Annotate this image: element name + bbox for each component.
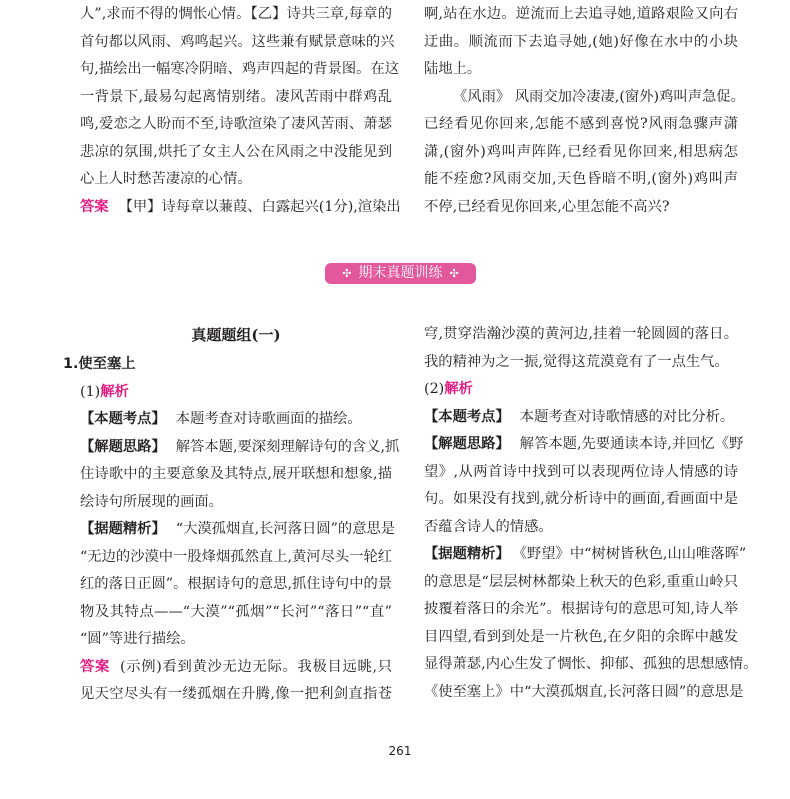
section-label: 【解题思路】 bbox=[424, 436, 510, 452]
line-text: 能不痊愈?风雨交加,天色昏暗不明,(窗外)鸡叫声 bbox=[424, 171, 738, 187]
top-right-column bbox=[424, 1, 745, 221]
line-text: 解答本题,先要通读本诗,并回忆《野 bbox=[519, 436, 744, 452]
line-text: 【甲】诗每章以蒹葭、白露起兴(1分),渲染出 bbox=[118, 198, 401, 215]
paragraph bbox=[424, 321, 738, 376]
line-text: 否蕴含诗人的情感。 bbox=[424, 518, 553, 535]
line-text: 本题考查对诗歌画面的描绘。 bbox=[175, 411, 362, 427]
text-line bbox=[80, 489, 392, 517]
line-text: 红的落日正圆”。根据诗句的意思,抓住诗句中的景 bbox=[80, 576, 393, 592]
question-number: 1. bbox=[63, 356, 79, 372]
sub-question-number: (1) bbox=[80, 383, 101, 400]
text-line bbox=[424, 111, 738, 139]
paragraph bbox=[80, 1, 400, 194]
text-line bbox=[80, 544, 392, 572]
text-line bbox=[424, 166, 738, 194]
section-label: 【本题考点】 bbox=[80, 411, 166, 427]
text-line bbox=[80, 461, 392, 489]
line-text: 目四望,看到到处是一片秋色,在夕阳的余晖中越发 bbox=[424, 628, 738, 645]
text-line bbox=[80, 516, 396, 544]
paragraph bbox=[80, 516, 396, 654]
section-label: 【据题精析】 bbox=[80, 521, 166, 537]
paragraph bbox=[80, 379, 392, 407]
text-line bbox=[80, 571, 392, 599]
line-text: 使至塞上 bbox=[78, 356, 136, 372]
line-text: 绘诗句所展现的画面。 bbox=[80, 493, 223, 510]
text-line bbox=[424, 431, 744, 459]
line-text: 啊,站在水边。逆流而上去追寻她,道路艰险又向右 bbox=[424, 6, 738, 22]
line-text: 物及其特点——“大漠”“孤烟”“长河”“落日”“直” bbox=[80, 603, 392, 620]
line-text: 见天空尽头有一缕孤烟在升腾,像一把利剑直指苍 bbox=[80, 686, 392, 702]
paragraph bbox=[80, 654, 392, 709]
line-text: 一背景下,最易勾起离情别绪。凄风苦雨中群鸡乱 bbox=[80, 88, 392, 105]
sparkle-icon: ✣ bbox=[342, 267, 352, 280]
line-text: 心上人时愁苦凄凉的心情。 bbox=[80, 171, 252, 187]
text-line bbox=[424, 139, 738, 167]
text-line bbox=[424, 541, 747, 569]
line-text: 陆地上。 bbox=[424, 61, 482, 77]
line-text: 《风雨》 风雨交加冷凄凄,(窗外)鸡叫声急促。 bbox=[453, 88, 745, 105]
text-line bbox=[424, 651, 758, 679]
paragraph bbox=[424, 431, 744, 541]
text-line bbox=[80, 599, 392, 627]
line-text: “无边的沙漠中一股烽烟孤然直上,黄河尽头一轮红 bbox=[80, 548, 393, 565]
text-line bbox=[424, 321, 738, 349]
line-text: 鸣,爱恋之人盼而不至,诗歌渲染了凄风苦雨、萧瑟 bbox=[80, 116, 392, 132]
text-line bbox=[80, 139, 392, 167]
text-line bbox=[80, 654, 392, 682]
line-text: 望》,从两首诗中找到可以表现两位诗人情感的诗 bbox=[424, 463, 738, 480]
line-text: 解答本题,要深刻理解诗句的含义,抓 bbox=[175, 438, 400, 455]
line-text: (示例)看到黄沙无边无际。我极目远眺,只 bbox=[120, 658, 393, 675]
paragraph bbox=[424, 404, 738, 432]
text-line bbox=[424, 1, 738, 29]
text-line bbox=[424, 349, 738, 377]
text-line bbox=[63, 351, 392, 379]
paragraph bbox=[80, 406, 392, 434]
paragraph bbox=[80, 194, 401, 222]
paragraph bbox=[63, 351, 392, 379]
section-label: 【据题精析】 bbox=[424, 546, 510, 562]
text-line bbox=[424, 376, 738, 404]
text-line bbox=[424, 514, 738, 542]
line-text: 穹,贯穿浩瀚沙漠的黄河边,挂着一轮圆圆的落日。 bbox=[424, 326, 738, 342]
section-label: 【解题思路】 bbox=[80, 438, 166, 455]
answer-label: 答案 bbox=[80, 658, 110, 675]
section-title: 真题题组(一) bbox=[191, 326, 281, 344]
text-line bbox=[424, 194, 738, 222]
text-line bbox=[80, 56, 400, 84]
text-line bbox=[80, 626, 392, 654]
text-line bbox=[424, 569, 738, 597]
sparkle-icon: ✣ bbox=[449, 267, 459, 280]
section-banner bbox=[325, 263, 476, 284]
text-line bbox=[80, 379, 392, 407]
text-line bbox=[80, 1, 392, 29]
banner-title: 期末真题训练 bbox=[358, 265, 443, 281]
line-text: 句。如果没有找到,就分析诗中的画面,看画面中是 bbox=[424, 491, 738, 507]
answer-label: 答案 bbox=[80, 198, 109, 215]
paragraph bbox=[424, 541, 758, 706]
section-label: 【本题考点】 bbox=[424, 408, 510, 425]
page-number: 261 bbox=[388, 744, 412, 758]
paragraph bbox=[424, 1, 738, 84]
line-text: 住诗歌中的主要意象及其特点,展开联想和想象,描 bbox=[80, 466, 392, 482]
line-text: 潇,(窗外)鸡叫声阵阵,已经看见你回来,相思病怎 bbox=[424, 143, 738, 160]
answer-label: 解析 bbox=[100, 383, 129, 400]
line-text: 我的精神为之一振,觉得这荒漠竟有了一点生气。 bbox=[424, 353, 729, 370]
text-line bbox=[424, 624, 738, 652]
line-text: 迂曲。顺流而下去追寻她,(她)好像在水中的小块 bbox=[424, 33, 738, 50]
text-line bbox=[80, 434, 400, 462]
line-text: 已经看见你回来,怎能不感到喜悦?风雨急骤声潇 bbox=[424, 116, 738, 132]
bottom-left-column bbox=[63, 351, 400, 709]
line-text: 首句都以风雨、鸡鸣起兴。这些兼有赋景意味的兴 bbox=[80, 33, 395, 50]
paragraph bbox=[424, 376, 738, 404]
answer-label: 解析 bbox=[444, 381, 473, 397]
line-text: 《野望》中“树树皆秋色,山山唯落晖” bbox=[519, 546, 747, 562]
text-line bbox=[424, 679, 744, 707]
text-line bbox=[80, 166, 392, 194]
line-text: “圆”等进行描绘。 bbox=[80, 631, 195, 647]
sub-question-number: (2) bbox=[424, 381, 445, 397]
text-line bbox=[80, 194, 401, 222]
text-line bbox=[80, 84, 392, 112]
line-text: 显得萧瑟,内心生发了惆怅、抑郁、孤独的思想感情。 bbox=[424, 656, 758, 672]
line-text: 《使至塞上》中“大漠孤烟直,长河落日圆”的意思是 bbox=[424, 683, 744, 700]
text-line bbox=[424, 404, 738, 432]
line-text: 人”,求而不得的惆怅心情。【乙】诗共三章,每章的 bbox=[80, 6, 392, 22]
text-line bbox=[80, 406, 392, 434]
text-line bbox=[80, 681, 392, 709]
text-line bbox=[80, 111, 392, 139]
line-text: 的意思是“层层树林都染上秋天的色彩,重重山岭只 bbox=[424, 573, 738, 590]
text-line bbox=[424, 84, 745, 112]
text-line bbox=[424, 486, 738, 514]
line-text: 本题考查对诗歌情感的对比分析。 bbox=[519, 408, 735, 425]
line-text: 不停,已经看见你回来,心里怎能不高兴? bbox=[424, 198, 670, 215]
line-text: “大漠孤烟直,长河落日圆”的意思是 bbox=[175, 521, 396, 537]
text-line bbox=[424, 596, 738, 624]
line-text: 句,描绘出一幅寒冷阴暗、鸡声四起的背景图。在这 bbox=[80, 61, 400, 77]
paragraph bbox=[424, 84, 745, 222]
text-line bbox=[424, 56, 738, 84]
paragraph bbox=[80, 434, 400, 517]
text-line bbox=[80, 29, 395, 57]
line-text: 披覆着落日的余光”。根据诗句的意思可知,诗人举 bbox=[424, 601, 738, 617]
top-left-column bbox=[80, 1, 401, 221]
line-text: 悲凉的氛围,烘托了女主人公在风雨之中没能见到 bbox=[80, 143, 392, 160]
text-line bbox=[424, 29, 738, 57]
bottom-right-column bbox=[424, 321, 758, 706]
text-line bbox=[424, 459, 738, 487]
